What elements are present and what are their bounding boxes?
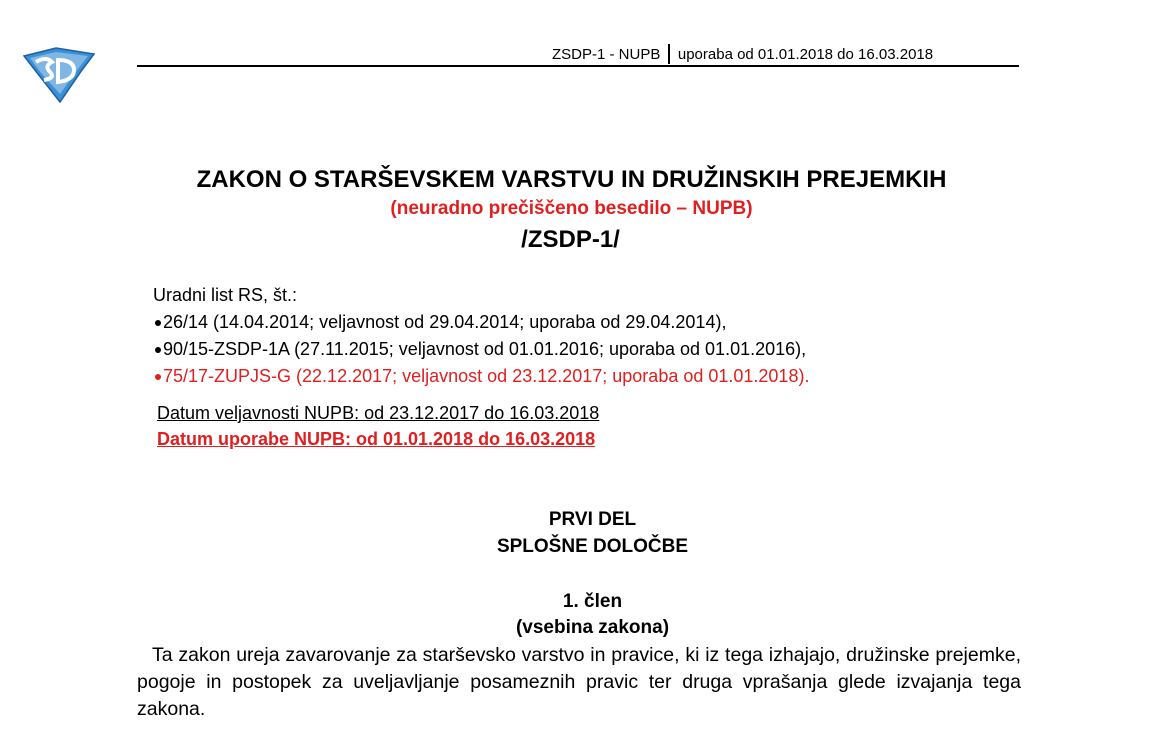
part-name: SPLOŠNE DOLOČBE <box>496 536 689 557</box>
bullet-icon <box>155 347 161 353</box>
validity-date: Datum veljavnosti NUPB: od 23.12.2017 do 16.03.2018 <box>157 403 600 423</box>
header-usage-note: uporaba od 01.01.2018 do 16.03.2018 <box>677 45 934 63</box>
gazette-item-text: 26/14 (14.04.2014; veljavnost od 29.04.2014; uporaba od 29.04.2014), <box>163 312 727 332</box>
law-title: ZAKON O STARŠEVSKEM VARSTVU IN DRUŽINSKIH PREJEMKIH <box>196 166 947 193</box>
gazette-item <box>153 339 806 360</box>
gazette-item-highlighted <box>153 366 809 387</box>
law-abbreviation: /ZSDP-1/ <box>521 226 620 253</box>
header-separator <box>668 44 670 64</box>
gazette-label: Uradni list RS, št.: <box>153 285 298 305</box>
article-title: (vsebina zakona) <box>515 617 670 638</box>
article-number: 1. člen <box>562 591 623 612</box>
gazette-item-text: 90/15-ZSDP-1A (27.11.2015; veljavnost od 01.01.2016; uporaba od 01.01.2016), <box>163 339 807 359</box>
article-text: Ta zakon ureja zavarovanje za starševsko varstvo in pravice, ki iz tega izhajajo, družinske prejemke, pogoje in postopek za uveljavljanje posameznih pravic ter druga vprašanja glede izvajanja tega zakona. <box>137 644 1021 720</box>
bullet-icon <box>155 320 161 326</box>
gazette-item <box>153 312 726 333</box>
bullet-icon <box>155 374 161 380</box>
part-number: PRVI DEL <box>548 509 637 530</box>
usage-date: Datum uporabe NUPB: od 01.01.2018 do 16.03.2018 <box>157 429 596 449</box>
running-header <box>552 44 933 64</box>
header-rule <box>137 65 1019 67</box>
publisher-logo-icon <box>22 44 96 104</box>
header-doc-code: ZSDP-1 - NUPB <box>552 45 661 63</box>
law-subtitle: (neuradno prečiščeno besedilo – NUPB) <box>390 198 753 219</box>
gazette-item-text: 75/17-ZUPJS-G (22.12.2017; veljavnost od 23.12.2017; uporaba od 01.01.2018). <box>163 366 810 386</box>
